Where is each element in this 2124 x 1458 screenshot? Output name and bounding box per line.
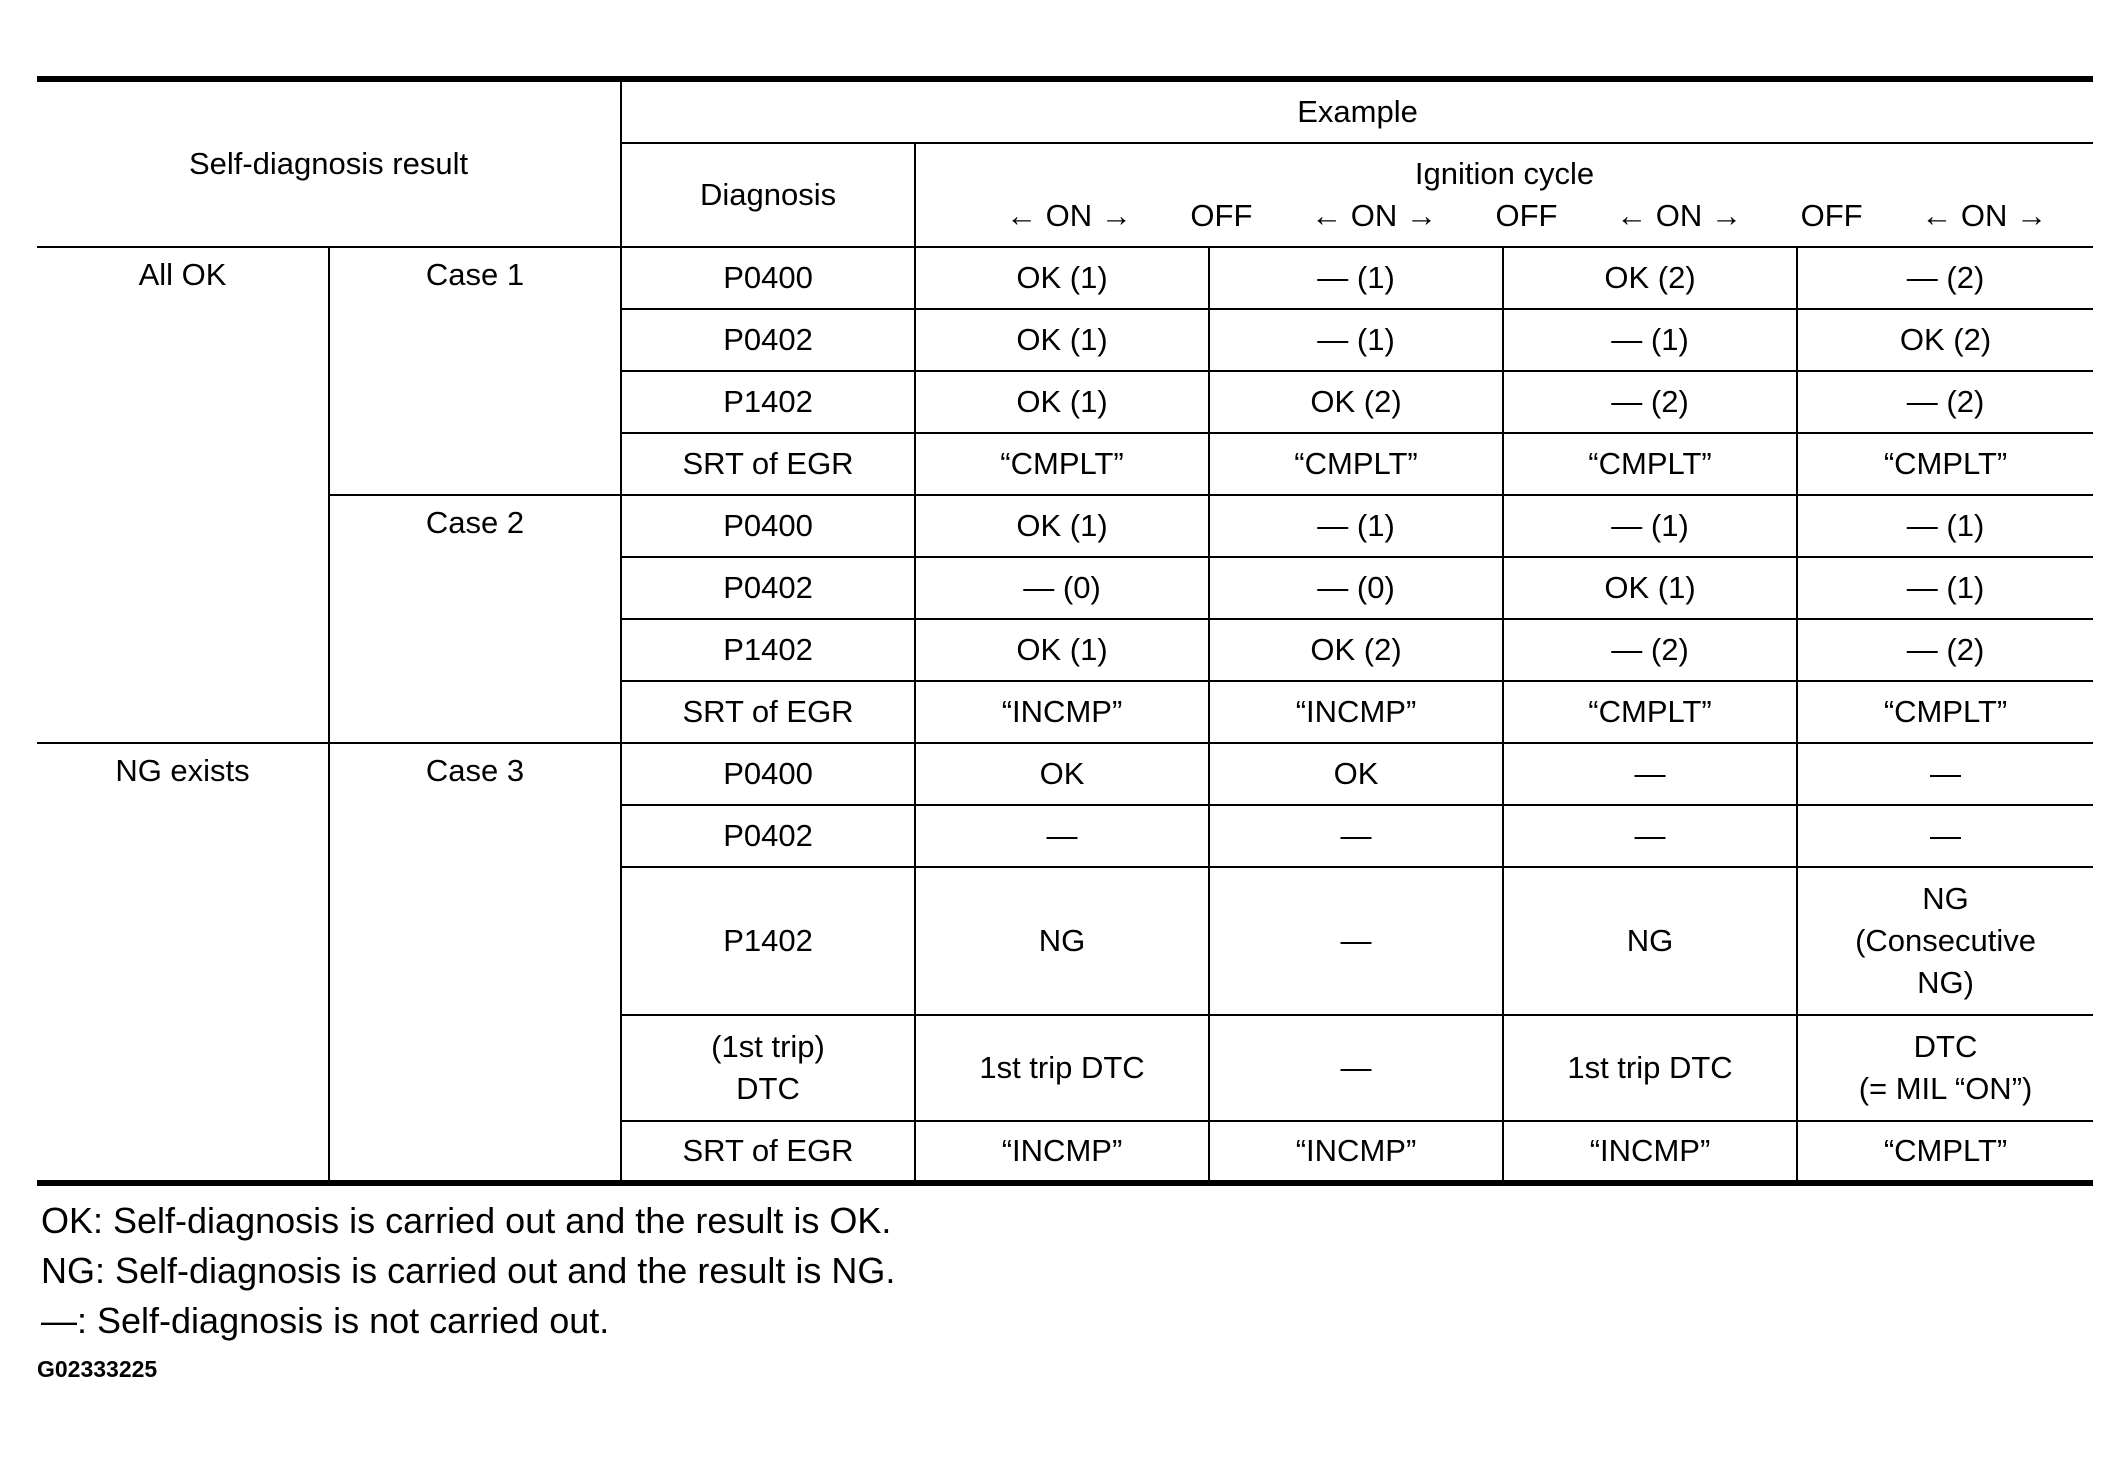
cycle-on-4: ← ON → (1921, 198, 2047, 233)
diagnosis-cell: P0400 (621, 743, 915, 805)
diagnosis-cell: P0402 (621, 557, 915, 619)
legend-ok: OK: Self-diagnosis is carried out and the result is OK. (41, 1200, 892, 1241)
cycle-value-cell: — (2) (1797, 247, 2093, 309)
legend-dash: —: Self-diagnosis is not carried out. (41, 1300, 610, 1341)
cycle-value-cell: “INCMP” (1209, 681, 1503, 743)
diagnosis-cell: P0402 (621, 309, 915, 371)
cycle-value-cell: OK (2) (1209, 371, 1503, 433)
result-cell: NG exists (37, 743, 329, 1183)
cycle-value-cell: OK (1) (915, 309, 1209, 371)
cycle-value-cell: OK (1) (915, 495, 1209, 557)
legend (37, 1196, 2093, 1346)
cycle-value-cell: — (2) (1503, 371, 1797, 433)
cycle-value-cell: — (1797, 743, 2093, 805)
cycle-value-cell: NG (1503, 867, 1797, 1015)
cycle-value-cell: — (0) (1209, 557, 1503, 619)
cycle-value-cell: “INCMP” (915, 681, 1209, 743)
cycle-value-cell: OK (2) (1209, 619, 1503, 681)
self-diagnosis-table (37, 76, 2093, 1186)
cycle-value-cell: “CMPLT” (1797, 1121, 2093, 1183)
cycle-value-cell: OK (1209, 743, 1503, 805)
ignition-cycle-label: Ignition cycle (1414, 156, 1595, 191)
cycle-value-cell: — (1) (1797, 557, 2093, 619)
cycle-on-1: ← ON → (1006, 198, 1132, 233)
diagnosis-cell: P1402 (621, 867, 915, 1015)
cycle-value-cell: — (2) (1503, 619, 1797, 681)
cycle-on-2: ← ON → (1311, 198, 1437, 233)
cycle-value-cell: — (1503, 805, 1797, 867)
cycle-value-cell: — (1) (1209, 309, 1503, 371)
cycle-value-cell: “CMPLT” (1503, 681, 1797, 743)
cycle-value-cell: OK (1) (1503, 557, 1797, 619)
cycle-value-cell: “INCMP” (1209, 1121, 1503, 1183)
example-header: Example (621, 79, 2093, 143)
ignition-cycle-header (915, 143, 2093, 247)
cycle-value-cell: — (1) (1797, 495, 2093, 557)
cycle-on-3: ← ON → (1616, 198, 1742, 233)
diagnosis-cell: P1402 (621, 619, 915, 681)
cycle-value-cell: “CMPLT” (1503, 433, 1797, 495)
cycle-off-3: OFF (1800, 198, 1863, 233)
cycle-value-cell: OK (915, 743, 1209, 805)
result-cell: All OK (37, 247, 329, 743)
cycle-off-2: OFF (1495, 198, 1558, 233)
table-row (37, 495, 2093, 557)
diagnosis-cell: (1st trip) DTC (621, 1015, 915, 1121)
cycle-value-cell: OK (2) (1503, 247, 1797, 309)
cycle-value-cell: “CMPLT” (1209, 433, 1503, 495)
cycle-value-cell: OK (2) (1797, 309, 2093, 371)
cycle-value-cell: — (1) (1209, 247, 1503, 309)
ignition-cycle-sequence (922, 195, 2087, 237)
cycle-value-cell: — (1) (1209, 495, 1503, 557)
cycle-value-cell: — (1209, 805, 1503, 867)
legend-ng: NG: Self-diagnosis is carried out and the result is NG. (41, 1250, 896, 1291)
table-row (37, 247, 2093, 309)
cycle-value-cell: NG (915, 867, 1209, 1015)
case-cell: Case 3 (329, 743, 621, 1183)
cycle-off-1: OFF (1190, 198, 1253, 233)
table-row (37, 743, 2093, 805)
cycle-value-cell: “INCMP” (915, 1121, 1209, 1183)
cycle-value-cell: — (1503, 743, 1797, 805)
self-diagnosis-result-header: Self-diagnosis result (37, 79, 621, 247)
cycle-value-cell: “CMPLT” (915, 433, 1209, 495)
cycle-value-cell: — (1) (1503, 495, 1797, 557)
diagnosis-cell: SRT of EGR (621, 1121, 915, 1183)
cycle-value-cell: — (1) (1503, 309, 1797, 371)
table-body (37, 79, 2093, 1183)
cycle-value-cell: “INCMP” (1503, 1121, 1797, 1183)
cycle-value-cell: — (1209, 867, 1503, 1015)
diagnosis-document (37, 76, 2093, 1383)
cycle-value-cell: 1st trip DTC (1503, 1015, 1797, 1121)
cycle-value-cell: — (1797, 805, 2093, 867)
diagnosis-cell: P1402 (621, 371, 915, 433)
diagnosis-header: Diagnosis (621, 143, 915, 247)
diagnosis-cell: P0402 (621, 805, 915, 867)
cycle-value-cell: 1st trip DTC (915, 1015, 1209, 1121)
cycle-value-cell: — (0) (915, 557, 1209, 619)
cycle-value-cell: — (2) (1797, 619, 2093, 681)
cycle-value-cell: “CMPLT” (1797, 433, 2093, 495)
diagnosis-cell: SRT of EGR (621, 433, 915, 495)
figure-code: G02333225 (37, 1356, 158, 1382)
cycle-value-cell: “CMPLT” (1797, 681, 2093, 743)
cycle-value-cell: — (915, 805, 1209, 867)
diagnosis-cell: P0400 (621, 247, 915, 309)
cycle-value-cell: OK (1) (915, 619, 1209, 681)
diagnosis-cell: SRT of EGR (621, 681, 915, 743)
case-cell: Case 2 (329, 495, 621, 743)
cycle-value-cell: — (1209, 1015, 1503, 1121)
cycle-value-cell: — (2) (1797, 371, 2093, 433)
cycle-value-cell: OK (1) (915, 247, 1209, 309)
cycle-value-cell: OK (1) (915, 371, 1209, 433)
cycle-value-cell: DTC (= MIL “ON”) (1797, 1015, 2093, 1121)
header-row-1 (37, 79, 2093, 143)
cycle-value-cell: NG (Consecutive NG) (1797, 867, 2093, 1015)
diagnosis-cell: P0400 (621, 495, 915, 557)
case-cell: Case 1 (329, 247, 621, 495)
